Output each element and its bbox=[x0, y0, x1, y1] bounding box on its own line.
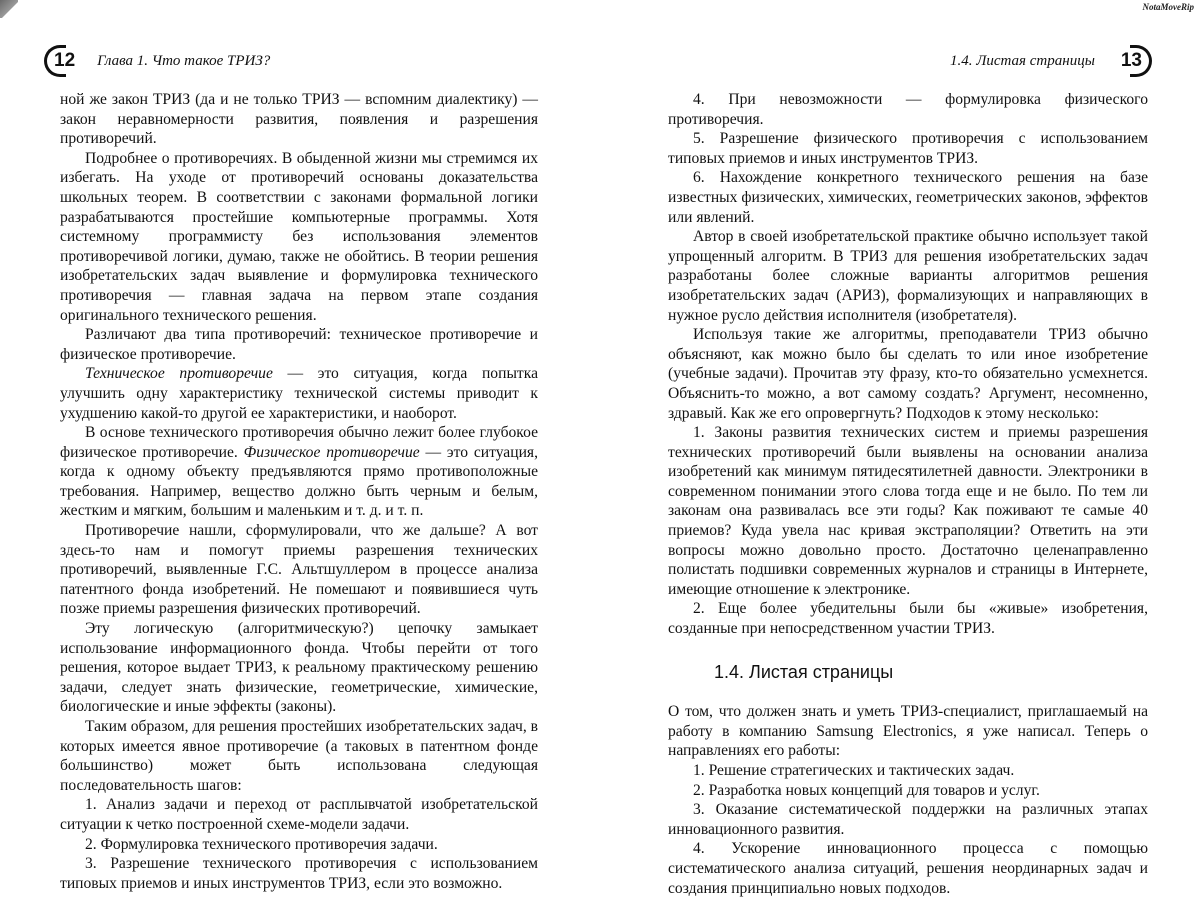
paragraph: О том, что должен знать и уметь ТРИЗ-специалист, приглашаемый на работу в компанию Samsung Electronics, я уже написал. Теперь о направлениях его работы: bbox=[668, 703, 1148, 760]
left-page-header bbox=[44, 44, 270, 78]
right-running-head: 1.4. Листая страницы bbox=[949, 52, 1095, 69]
left-page-number-badge bbox=[44, 44, 75, 78]
term-italic: Физическое противоречие bbox=[243, 443, 420, 461]
list-item: 3. Разрешение технического противоречия с использованием типовых приемов и иных инструментов ТРИЗ, если это возможно. bbox=[60, 855, 538, 892]
paragraph: ной же закон ТРИЗ (да и не только ТРИЗ — вспомним диалектику) — закон неравномерности развития, появления и разрешения противоречий. bbox=[60, 91, 538, 148]
left-page-body bbox=[60, 90, 538, 893]
paragraph: Используя такие же алгоритмы, преподаватели ТРИЗ обычно объясняют, как можно было бы сделать то или иное изобретение (учебные задачи). Прочитав эту фразу, кто-то обязательно усмехнется. Объяснить-то можно, а вот самому создать? Аргумент, несомненно, здравый. Как же его опровергнуть? Подходов к этому несколько: bbox=[668, 326, 1148, 422]
page-number-bracket-icon bbox=[1130, 45, 1152, 77]
left-page-number: 12 bbox=[54, 50, 76, 71]
paragraph: Эту логическую (алгоритмическую?) цепочку замыкает использование информационного фонда. Чтобы перейти от того решения, которое выдает ТРИЗ, к реальному практическому решению задачи, следует знать физические, геометрические, химические, биологические и иные эффекты (законы). bbox=[60, 620, 538, 716]
list-item: 4. При невозможности — формулировка физического противоречия. bbox=[668, 91, 1148, 128]
right-page-number-badge bbox=[1121, 44, 1152, 78]
watermark-logo: NotaMoveRip bbox=[1142, 2, 1194, 12]
left-running-head: Глава 1. Что такое ТРИЗ? bbox=[97, 52, 271, 69]
term-italic: Техническое противоречие bbox=[85, 365, 273, 383]
list-item: 1. Законы развития технических систем и приемы разрешения технических противоречий были выявлены на основании анализа изобретений как минимум пятидесятилетней давности. Электроники в современном понимании этого слова тогда еще и не было. По тем ли законам она развивалась все эти годы? Как поживают те самые 40 приемов? Куда увела нас кривая экстраполяции? Ответить на эти вопросы можно довольно просто. Достаточно целенаправленно полистать подшивки современных журналов и страницы в Интернете, имеющие отношение к электронике. bbox=[668, 424, 1148, 598]
list-item: 3. Оказание систематической поддержки на различных этапах инновационного развития. bbox=[668, 801, 1148, 838]
right-page-body bbox=[668, 90, 1148, 898]
paragraph-text: В основе технического противоречия обычно лежит более глубокое физическое противоречие. bbox=[60, 424, 538, 461]
paragraph-tech-contradiction bbox=[60, 364, 538, 423]
paragraph: Подробнее о противоречиях. В обыденной жизни мы стремимся их избегать. На уходе от противоречий основаны доказательства школьных теорем. В соответствии с законами формальной логики разрабатываются простейшие компьютерные программы. Хотя системному программисту без использования элементов противоречивой логики, думаю, также не обойтись. В теории решения изобретательских задач выявление и формулировка технического противоречия — главная задача на первом этапе создания оригинального технического решения. bbox=[60, 149, 538, 324]
scan-corner-shadow bbox=[0, 0, 18, 18]
list-item: 2. Разработка новых концепций для товаров и услуг. bbox=[693, 781, 1040, 799]
paragraph: Противоречие нашли, сформулировали, что же дальше? А вот здесь-то нам и помогут приемы разрешения технических противоречий, выявленные Г.С. Альтшуллером в процессе анализа патентного фонда изобретений. Не помешают и появившиеся чуть позже приемы разрешения физических противоречий. bbox=[60, 522, 538, 618]
list-item: 1. Решение стратегических и тактических задач. bbox=[693, 762, 1015, 779]
paragraph: Различают два типа противоречий: техническое противоречие и физическое противоречие. bbox=[60, 326, 538, 363]
list-item: 4. Ускорение инновационного процесса с помощью систематического анализа ситуаций, решения неординарных задач и создания принципиально новых подходов. bbox=[668, 840, 1148, 897]
list-item: 1. Анализ задачи и переход от расплывчатой изобретательской ситуации к четко построенной схеме-модели задачи. bbox=[60, 796, 538, 833]
paragraph: Таким образом, для решения простейших изобретательских задач, в которых имеется явное противоречие (а таковых в патентном фонде большинство) может быть использована следующая последовательность шагов: bbox=[60, 718, 538, 794]
term-definition: — это ситуация, когда к одному объекту предъявляются прямо противоположные требования. Например, вещество должно быть черным и белым, жестким и мягким, большим и маленьким и т. д. и т. п. bbox=[60, 443, 538, 520]
section-heading: 1.4. Листая страницы bbox=[714, 661, 894, 682]
term-definition: — это ситуация, когда попытка улучшить одну характеристику технической системы приводит к ухудшению какой-то другой ее характеристики, и наоборот. bbox=[60, 365, 538, 422]
paragraph-phys-contradiction bbox=[60, 423, 538, 521]
list-item: 2. Еще более убедительны были бы «живые» изобретения, созданные при непосредственном участии ТРИЗ. bbox=[668, 600, 1148, 638]
list-item: 6. Нахождение конкретного технического решения на базе известных физических, химических, геометрических законов, эффектов или явлений. bbox=[668, 169, 1148, 226]
right-page-number: 13 bbox=[1120, 50, 1142, 71]
list-item: 2. Формулировка технического противоречия задачи. bbox=[85, 835, 438, 853]
list-item: 5. Разрешение физического противоречия с использованием типовых приемов и иных инструментов ТРИЗ. bbox=[668, 130, 1148, 167]
right-page-header bbox=[950, 44, 1152, 78]
paragraph: Автор в своей изобретательской практике обычно использует такой упрощенный алгоритм. В ТРИЗ для решения изобретательских задач разработаны более сложные варианты алгоритмов решения изобретательских задач (АРИЗ), формализующих и направляющих в нужное русло действия исполнителя (изобретателя). bbox=[668, 228, 1148, 324]
